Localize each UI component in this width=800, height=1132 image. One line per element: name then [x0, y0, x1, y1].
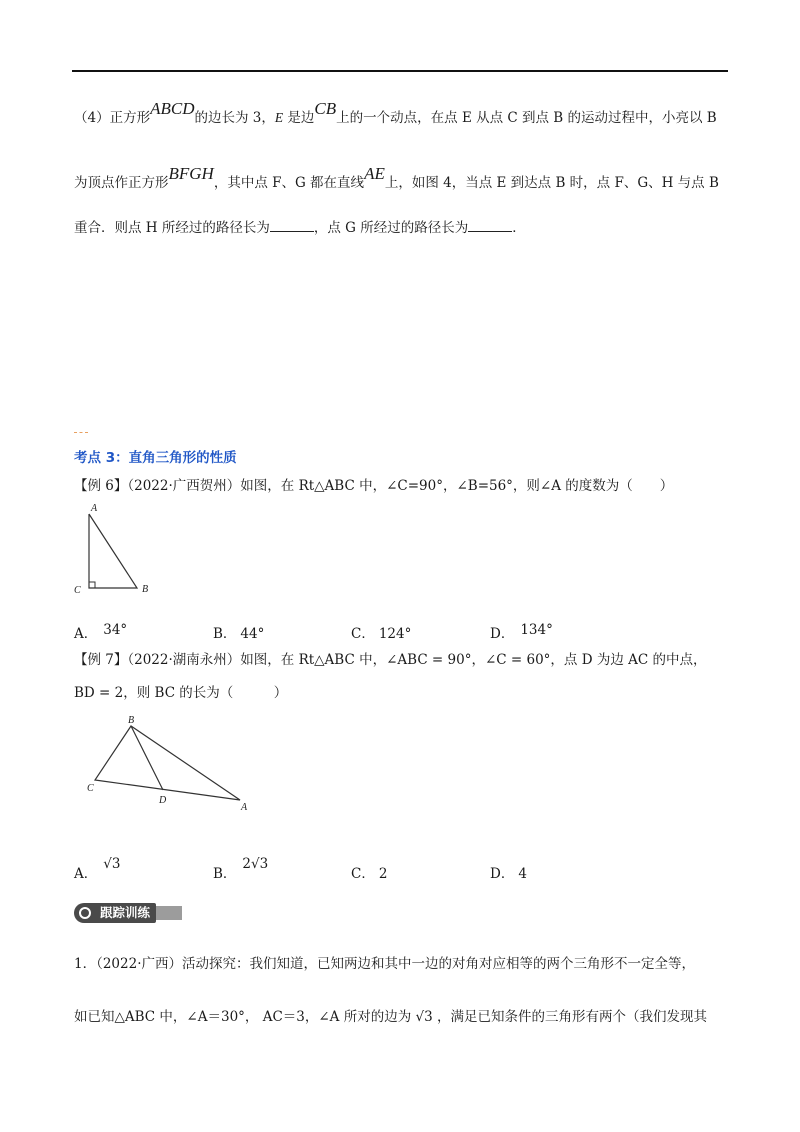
option-letter: C．: [351, 626, 375, 642]
option-value: 44°: [240, 626, 265, 642]
option-letter: B．: [213, 626, 237, 642]
option-letter: D．: [490, 626, 515, 642]
example7-triangle-figure: [80, 712, 260, 817]
problem4-line1: [74, 99, 717, 127]
example7-option-c[interactable]: [351, 862, 387, 882]
option-value: 2√3: [242, 856, 269, 872]
text-segment: 的边长为 3，: [194, 110, 275, 126]
label-a: A: [241, 802, 248, 813]
example6-option-b[interactable]: [213, 622, 264, 642]
training-badge: [74, 902, 184, 924]
text-segment: 为顶点作正方形: [74, 175, 169, 191]
option-value: 2: [378, 866, 388, 882]
option-value: 34°: [103, 622, 128, 638]
question1-line1: 1．（2022·广西）活动探究：我们知道，已知两边和其中一边的对角对应相等的两个三角形不一定全等，: [74, 956, 695, 972]
text-segment: 上，如图 4，当点 E 到达点 B 时，点 F、G、H 与点 B: [384, 175, 719, 191]
right-angle-mark: [89, 582, 95, 588]
text-segment: 是边: [283, 110, 315, 126]
problem4-line2: [74, 164, 719, 192]
option-letter: A．: [74, 626, 98, 642]
header-rule: [72, 70, 728, 72]
target-icon: [77, 905, 93, 921]
question1-line2: 如已知△ABC 中，∠A＝30°， AC＝3，∠A 所对的边为 √3 ，满足已知条件的三角形有两个（我们发现其: [74, 1009, 707, 1025]
target-icon-center: [81, 909, 89, 917]
option-letter: C．: [351, 866, 375, 882]
example7-option-a[interactable]: [74, 856, 121, 882]
label-d: D: [159, 795, 167, 806]
math-e: E: [274, 110, 284, 125]
text-segment: 上的一个动点，在点 E 从点 C 到点 B 的运动过程中，小亮以 B: [336, 110, 717, 126]
triangle-abc: [95, 726, 240, 800]
math-ae: AE: [364, 164, 385, 183]
segment-bd: [131, 726, 163, 790]
label-b: B: [142, 584, 149, 595]
example6-text: 【例 6】（2022·广西贺州）如图，在 Rt△ABC 中，∠C=90°，∠B=56°，则∠A 的度数为（ ）: [74, 478, 674, 494]
label-a: A: [91, 503, 98, 514]
option-letter: D．: [490, 866, 515, 882]
example7-option-d[interactable]: [490, 862, 527, 882]
example7-line1: 【例 7】（2022·湖南永州）如图，在 Rt△ABC 中，∠ABC = 90°，∠C = 60°，点 D 为边 AC 的中点，: [74, 652, 707, 668]
decor-dashes: [74, 432, 88, 434]
math-bfgh: BFGH: [168, 164, 214, 183]
problem4-line3: [74, 218, 526, 237]
label-c: C: [74, 585, 81, 596]
label-b: B: [128, 715, 135, 726]
answer-blank-g[interactable]: [468, 218, 512, 232]
math-abcd: ABCD: [150, 99, 195, 118]
option-letter: B．: [213, 866, 237, 882]
text-segment: ，其中点 F、G 都在直线: [213, 175, 365, 191]
text-segment: ，点 G 所经过的路径长为: [313, 220, 469, 236]
triangle-abc: [89, 514, 137, 588]
option-value: 124°: [378, 626, 412, 642]
option-value: √3: [103, 856, 121, 872]
example6-option-c[interactable]: [351, 622, 411, 642]
text-segment: （4）正方形: [74, 110, 151, 126]
example7-line2: BD = 2，则 BC 的长为（ ）: [74, 685, 288, 701]
section-title: 考点 3：直角三角形的性质: [74, 450, 237, 466]
math-cb: CB: [314, 99, 337, 118]
answer-blank-h[interactable]: [270, 218, 314, 232]
option-value: 4: [518, 866, 527, 882]
example7-option-b[interactable]: [213, 856, 269, 882]
label-c: C: [87, 783, 94, 794]
text-segment: 重合．则点 H 所经过的路径长为: [74, 220, 270, 236]
badge-label: 跟踪训练: [74, 903, 156, 923]
example6-option-d[interactable]: [490, 622, 553, 642]
example6-option-a[interactable]: [74, 622, 127, 642]
text-segment: ．: [512, 220, 526, 236]
example6-triangle-figure: [70, 500, 160, 600]
option-value: 134°: [520, 622, 553, 638]
option-letter: A．: [74, 866, 98, 882]
